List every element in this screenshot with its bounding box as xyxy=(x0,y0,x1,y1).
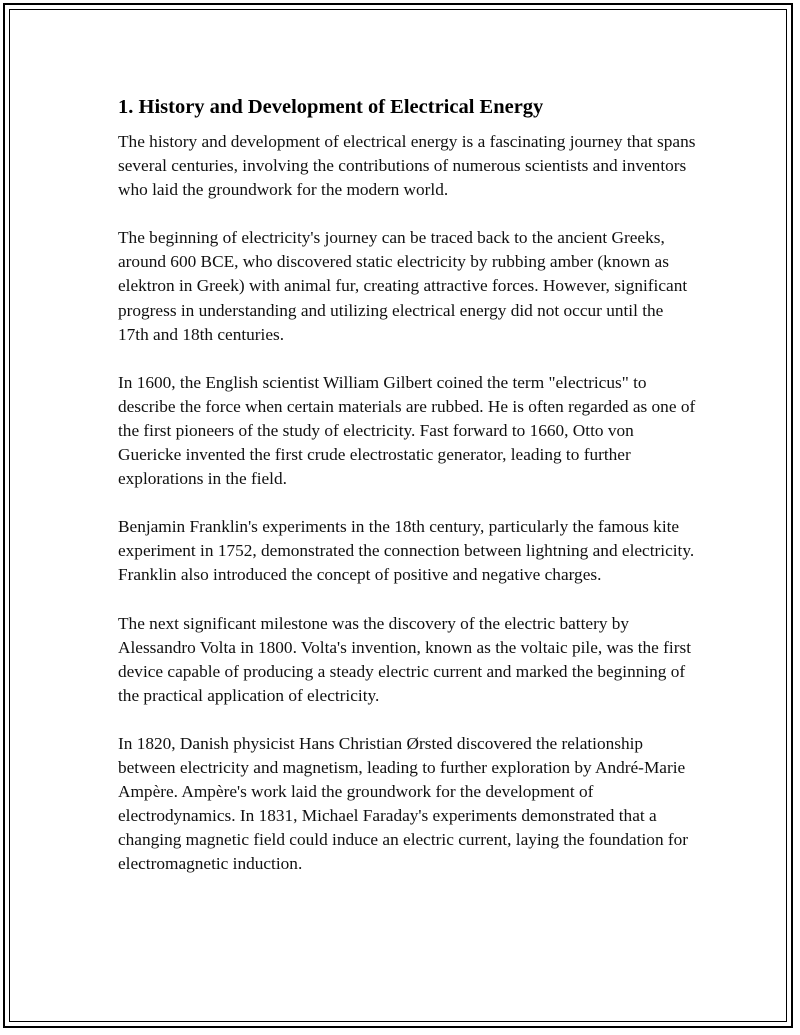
paragraph-volta: The next significant milestone was the discovery of the electric battery by Alessandro Volta in 1800. Volta's invention, known as the voltaic pile, was the first device capable of producing a steady electric current and marked the beginning of the practical application of electricity. xyxy=(118,613,692,705)
paragraph-franklin: Benjamin Franklin's experiments in the 18th century, particularly the famous kite experiment in 1752, demonstrated the connection between lightning and electricity. Franklin also introduced the concept of positive and negative charges. xyxy=(118,517,695,585)
paragraph-gilbert-guericke: In 1600, the English scientist William Gilbert coined the term "electricus" to describe the force when certain materials are rubbed. He is often regarded as one of the first pioneers of the study of electricity. Fast forward to 1660, Otto von Guericke invented the first crude electrostatic generator, leading to further explorations in the field. xyxy=(118,372,696,489)
paragraph-intro: The history and development of electrical energy is a fascinating journey that spans several centuries, involving the contributions of numerous scientists and inventors who laid the groundwork for the modern world. xyxy=(118,132,696,200)
document-body xyxy=(118,94,698,900)
section-title: 1. History and Development of Electrical Energy xyxy=(118,96,544,118)
paragraph-orsted-faraday: In 1820, Danish physicist Hans Christian Ørsted discovered the relationship between electricity and magnetism, leading to further exploration by André-Marie Ampère. Ampère's work laid the groundwork for the development of electrodynamics. In 1831, Michael Faraday's experiments demonstrated that a changing magnetic field could induce an electric current, laying the foundation for electromagnetic induction. xyxy=(118,733,689,874)
paragraph-ancient-greeks: The beginning of electricity's journey can be traced back to the ancient Greeks, around 600 BCE, who discovered static electricity by rubbing amber (known as elektron in Greek) with animal fur, creating attractive forces. However, significant progress in understanding and utilizing electrical energy did not occur until the 17th and 18th centuries. xyxy=(118,228,688,344)
